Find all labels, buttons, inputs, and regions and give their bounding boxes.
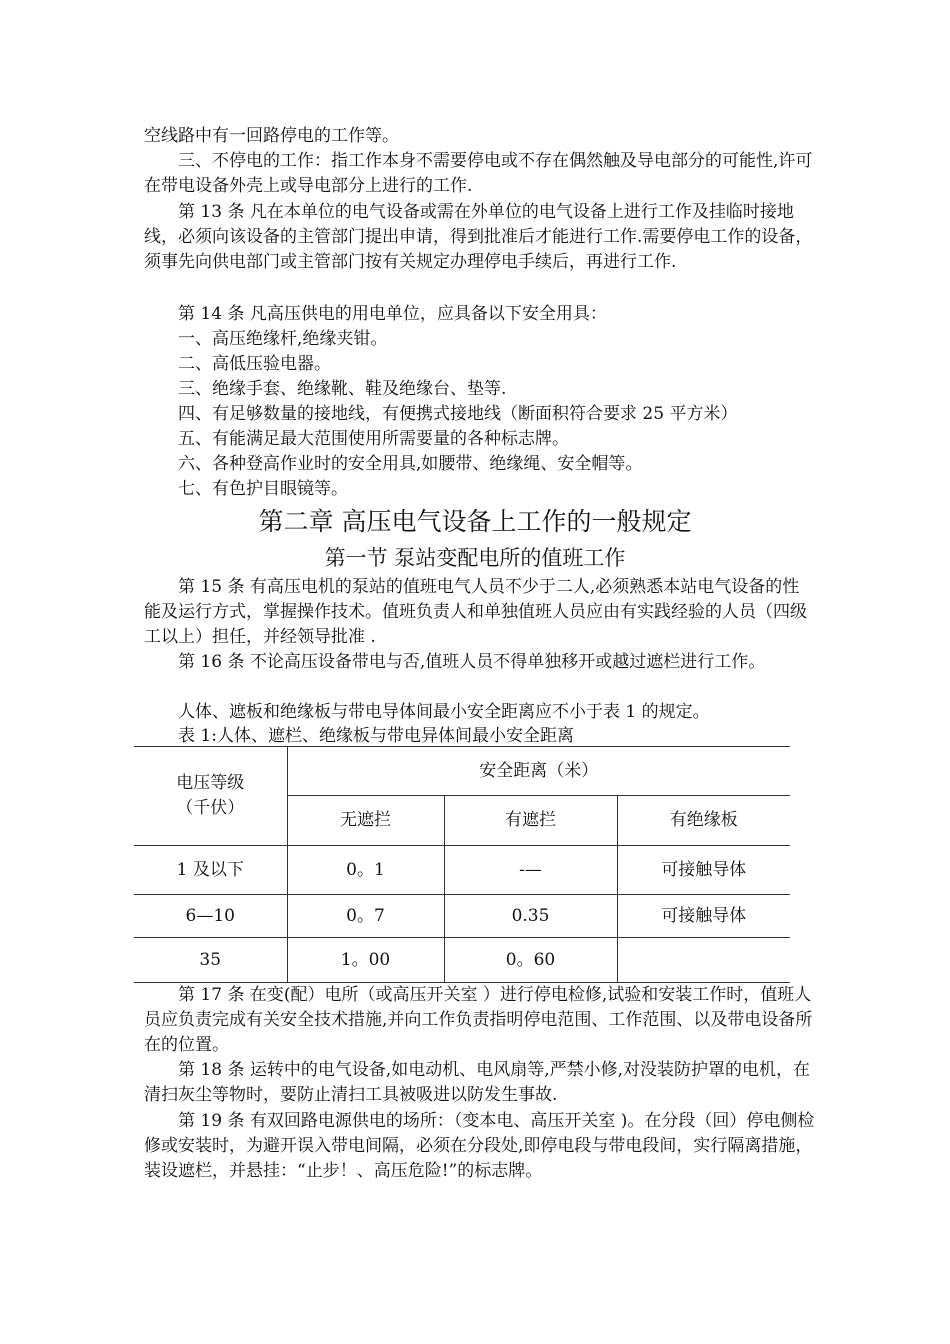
list-item: 一、高压绝缘杆,绝缘夹钳。: [178, 329, 388, 349]
no-barrier-cell: 1。00: [287, 938, 444, 983]
text-line: 空线路中有一回路停电的工作等。: [144, 126, 399, 146]
barrier-cell: 0.35: [444, 895, 617, 938]
paragraph-distance-note: 人体、遮板和绝缘板与带电导体间最小安全距离应不小于表 1 的规定。: [178, 702, 710, 722]
safety-distance-table: [134, 746, 790, 983]
list-item: 四、有足够数量的接地线，有便携式接地线（断面积符合要求 25 平方米）: [178, 404, 738, 424]
paragraph-article-15: 第 15 条 有高压电机的泵站的值班电气人员不少于二人,必须熟悉本站电气设备的性能及运行方式，掌握操作技术。值班负责人和单独值班人员应由有实践经验的人员（四级工以上）担任，并经领导批准 .: [144, 577, 807, 647]
list-item: 五、有能满足最大范围使用所需要量的各种标志牌。: [178, 429, 569, 449]
table-row: [134, 895, 790, 938]
barrier-cell: -—: [444, 846, 617, 895]
paragraph-non-outage-work: 三、不停电的工作：指工作本身不需要停电或不存在偶然触及导电部分的可能性,许可在带电设备外壳上或导电部分上进行的工作.: [144, 151, 813, 196]
voltage-cell: 6—10: [134, 895, 287, 938]
paragraph-article-14: 第 14 条 凡高压供电的用电单位，应具备以下安全用具：: [178, 304, 607, 324]
section-title: 第一节 泵站变配电所的值班工作: [324, 546, 626, 570]
column-header-no-barrier: 无遮拦: [287, 796, 444, 846]
voltage-header-unit: （千伏）: [176, 798, 245, 818]
insulating-board-cell: 可接触导体: [617, 846, 790, 895]
column-header-insulating-board: 有绝缘板: [617, 796, 790, 846]
voltage-cell: 1 及以下: [134, 846, 287, 895]
table-row: [134, 938, 790, 983]
list-item: 三、绝缘手套、绝缘靴、鞋及绝缘台、垫等.: [178, 379, 507, 399]
insulating-board-cell: [617, 938, 790, 983]
no-barrier-cell: 0。1: [287, 846, 444, 895]
paragraph-article-16: 第 16 条 不论高压设备带电与否,值班人员不得单独移开或越过遮栏进行工作。: [178, 652, 766, 672]
paragraph-article-18: 第 18 条 运转中的电气设备,如电动机、电风扇等,严禁小修,对没装防护罩的电机，在清扫灰尘等物时，要防止清扫工具被吸进以防发生事故.: [144, 1060, 811, 1105]
table-caption: 表 1:人体、遮栏、绝缘板与带电异体间最小安全距离: [178, 726, 574, 746]
chapter-title: 第二章 高压电气设备上工作的一般规定: [258, 507, 692, 536]
paragraph-article-19: 第 19 条 有双回路电源供电的场所：（变本电、高压开关室 )。在分段（回）停电侧检修或安装时，为避开误入带电间隔，必须在分段处,即停电段与带电段间，实行隔离措施，装设遮栏，并悬挂：“止步！、高压危险!”的标志牌。: [144, 1111, 815, 1181]
column-header-barrier: 有遮拦: [444, 796, 617, 846]
table-row: [134, 846, 790, 895]
voltage-cell: 35: [134, 938, 287, 983]
list-item: 七、有色护目眼镜等。: [178, 479, 348, 499]
paragraph-article-13: 第 13 条 凡在本单位的电气设备或需在外单位的电气设备上进行工作及挂临时接地线，必须向该设备的主管部门提出申请，得到批准后才能进行工作.需要停电工作的设备，须事先向供电部门或主管部门按有关规定办理停电手续后，再进行工作.: [144, 202, 813, 272]
barrier-cell: 0。60: [444, 938, 617, 983]
list-item: 六、各种登高作业时的安全用具,如腰带、绝缘绳、安全帽等。: [178, 454, 643, 474]
voltage-header: [134, 747, 287, 846]
insulating-board-cell: 可接触导体: [617, 895, 790, 938]
paragraph-article-17: 第 17 条 在变(配）电所（或高压开关室 ）进行停电检修,试验和安装工作时，值班人员应负责完成有关安全技术措施,并向工作负责指明停电范围、工作范围、以及带电设备所在的位置。: [144, 985, 813, 1055]
distance-header: 安全距离（米）: [287, 747, 790, 796]
voltage-header-label: 电压等级: [176, 773, 245, 793]
no-barrier-cell: 0。7: [287, 895, 444, 938]
list-item: 二、高低压验电器。: [178, 354, 331, 374]
